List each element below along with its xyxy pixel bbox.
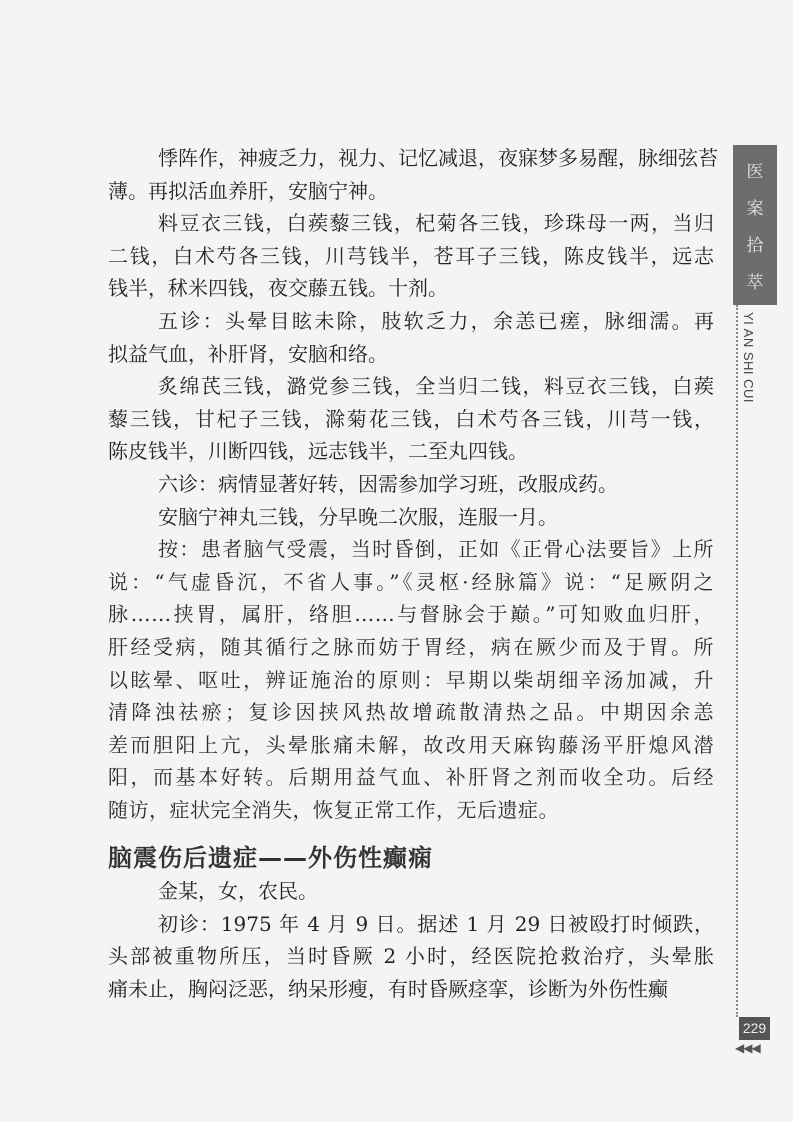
text-line: 头部被重物所压，当时昏厥 2 小时，经医院抢救治疗，头晕胀 bbox=[108, 944, 714, 969]
page-number: 229 bbox=[739, 1017, 770, 1040]
text-line: 按：患者脑气受震，当时昏倒，正如《正骨心法要旨》上所 bbox=[158, 537, 714, 562]
text-line: 初诊：1975 年 4 月 9 日。据述 1 月 29 日被殴打时倾跌， bbox=[158, 911, 714, 936]
text-line: 阳，而基本好转。后期用益气血、补肝肾之剂而收全功。后经 bbox=[108, 765, 714, 790]
text-line: 安脑宁神丸三钱，分早晚二次服，连服一月。 bbox=[158, 504, 558, 529]
tab-char: 拾 bbox=[746, 236, 764, 256]
text-line: 悸阵作，神疲乏力，视力、记忆减退，夜寐梦多易醒，脉细弦苔 bbox=[158, 146, 718, 170]
text-line: 薄。再拟活血养肝，安脑宁神。 bbox=[108, 178, 388, 203]
tab-char: 案 bbox=[746, 199, 764, 219]
text-line: 随访，症状完全消失，恢复正常工作，无后遗症。 bbox=[108, 797, 559, 822]
body-text bbox=[108, 142, 718, 826]
text-line: 差而胆阳上亢，头晕胀痛未解，故改用天麻钩藤汤平肝熄风潜 bbox=[108, 732, 714, 757]
text-line: 六诊：病情显著好转，因需参加学习班，改服成药。 bbox=[158, 471, 618, 496]
text-line: 金某，女，农民。 bbox=[158, 879, 318, 903]
text-line: 说：“气虚昏沉，不省人事。”《灵枢·经脉篇》说：“足厥阴之 bbox=[108, 569, 714, 594]
chapter-tab bbox=[733, 145, 777, 305]
text-line: 钱半，秫米四钱，夜交藤五钱。十剂。 bbox=[108, 276, 448, 301]
dotted-divider bbox=[736, 305, 738, 1017]
text-line: 陈皮钱半，川断四钱，远志钱半，二至丸四钱。 bbox=[108, 439, 528, 464]
arrow-left-icon: ◀◀◀ bbox=[735, 1041, 760, 1055]
text-line: 肝经受病，随其循行之脉而妨于胃经，病在厥少而及于胃。所 bbox=[108, 634, 714, 659]
text-line: 清降浊祛瘀；复诊因挟风热故增疏散清热之品。中期因余恙 bbox=[108, 700, 714, 725]
text-line: 拟益气血，补肝肾，安脑和络。 bbox=[108, 341, 388, 366]
tab-char: 萃 bbox=[746, 273, 764, 293]
text-line: 料豆衣三钱，白蒺藜三钱，杞菊各三钱，珍珠母一两，当归 bbox=[158, 211, 714, 236]
text-line: 炙绵芪三钱，潞党参三钱，全当归二钱，料豆衣三钱，白蒺 bbox=[158, 374, 714, 399]
text-line: 痛未止，胸闷泛恶，纳呆形瘦，有时昏厥痉挛，诊断为外伤性癫 bbox=[108, 976, 668, 1001]
text-line: 五诊：头晕目眩未除，肢软乏力，余恙已瘥，脉细濡。再 bbox=[158, 308, 714, 333]
text-line: 脉……挟胃，属肝，络胆……与督脉会于巅。”可知败血归肝， bbox=[108, 602, 714, 627]
chapter-pinyin: YI AN SHI CUI bbox=[741, 312, 756, 404]
tab-char: 医 bbox=[746, 162, 764, 182]
text-line: 藜三钱，甘杞子三钱，滁菊花三钱，白术芍各三钱，川芎一钱， bbox=[108, 406, 714, 431]
section-title: 脑震伤后遗症——外伤性癫痫 bbox=[108, 844, 433, 872]
text-line: 二钱，白术芍各三钱，川芎钱半，苍耳子三钱，陈皮钱半，远志 bbox=[108, 243, 714, 268]
case-text bbox=[108, 875, 714, 1005]
commentary bbox=[108, 533, 714, 826]
text-line: 以眩晕、呕吐，辨证施治的原则：早期以柴胡细辛汤加减，升 bbox=[108, 667, 714, 692]
